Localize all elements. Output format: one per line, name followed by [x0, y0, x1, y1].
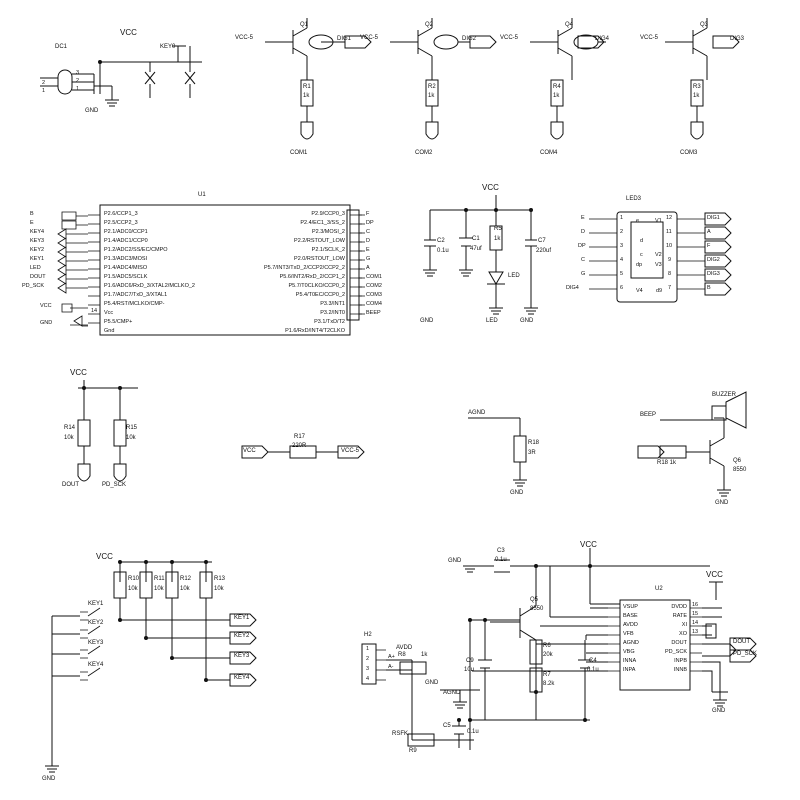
- ref-h2: H2: [364, 632, 372, 638]
- ref-c9: C9: [466, 658, 474, 664]
- led3-left-1: D: [581, 229, 585, 235]
- mcu-sig-e: E: [30, 220, 34, 226]
- u2-pin-inpb: INPB: [674, 658, 687, 664]
- led3-pin-1: 1: [620, 215, 624, 221]
- val-r15: 10k: [126, 435, 136, 441]
- ref-r18-1k: R18 1k: [657, 460, 677, 466]
- val-r18-3r: 3R: [528, 450, 536, 456]
- net-com1: COM1: [290, 150, 308, 156]
- led3-right-1: A: [707, 229, 711, 235]
- ref-r7: R7: [543, 672, 551, 678]
- led3-seg-e: e: [636, 218, 640, 224]
- mcu-pin-r7: P5.6/INT2/RxD_2/CCP1_2: [279, 274, 345, 280]
- u2-pin-vsup: VSUP: [623, 604, 638, 610]
- mcu-pin-r12: P3.1/TxD/T2: [314, 319, 345, 325]
- mcu-pin-l1: P2.5/CCP2_3: [104, 220, 138, 226]
- u2-pin-rate: RATE: [672, 613, 687, 619]
- mcu-out-g: G: [366, 256, 371, 262]
- net-vcc5-r17: VCC-5: [341, 448, 360, 454]
- u2-pin-avdd: AVDD: [623, 622, 638, 628]
- mcu-pin-l7: P1.5/ADC5/SCLK: [104, 274, 148, 280]
- net-vcc-pulldown: VCC: [70, 368, 87, 377]
- mcu-sig-led: LED: [30, 265, 41, 271]
- ref-c5: C5: [443, 723, 451, 729]
- h2-pin-1: 1: [366, 646, 370, 652]
- led3-seg-d: d: [640, 238, 644, 244]
- val-r11: 10k: [154, 586, 164, 592]
- mcu-sig-key1: KEY1: [30, 256, 45, 262]
- mcu-pin-r3: P2.2/RSTOUT_LOW: [294, 238, 345, 244]
- dc1-pin-2: 2: [76, 78, 80, 84]
- mcu-sig-key4: KEY4: [30, 229, 45, 235]
- led3-pin-4: 4: [620, 257, 624, 263]
- led3-seg-v1: V1: [655, 218, 662, 224]
- h2-label-aplus: A+: [388, 654, 395, 660]
- net-vcc5-q1: VCC-5: [235, 35, 254, 41]
- h2-pin-3: 3: [366, 666, 370, 672]
- val-r6: 20k: [543, 652, 553, 658]
- u2-pin-dout: DOUT: [671, 640, 687, 646]
- net-dout-pulldown: DOUT: [62, 482, 79, 488]
- key-label-2: KEY2: [88, 620, 104, 626]
- dc1-term-b: 2: [42, 80, 46, 86]
- val-c1: 47uf: [470, 246, 482, 252]
- led3-pin-8: 8: [668, 271, 672, 277]
- net-vcc-power: VCC: [120, 28, 137, 37]
- mcu-pin-l2: P2.1/ADC0/CCP1: [104, 229, 148, 235]
- net-com4: COM4: [540, 150, 558, 156]
- u2-pin-xo: XO: [679, 631, 687, 637]
- val-r12: 10k: [180, 586, 190, 592]
- led3-seg-dp: dp: [636, 262, 643, 268]
- val-r13: 10k: [214, 586, 224, 592]
- mcu-out-com2: COM2: [366, 283, 382, 289]
- net-dig2: DIG2: [462, 36, 477, 42]
- ref-c7: C7: [538, 238, 546, 244]
- ref-c2: C2: [437, 238, 445, 244]
- mcu-pin-r6: P5.7/INT3/TxD_2/CCP2/CCP2_2: [263, 265, 345, 271]
- mcu-sig-pdsck: PD_SCK: [22, 283, 45, 289]
- mcu-pin-r5: P2.0/RSTOUT_LOW: [294, 256, 345, 262]
- mcu-pin-l10: P5.4/RST/MCLKO/CMP-: [104, 301, 165, 307]
- mcu-pin-r0: P2.9/CCP0_3: [311, 211, 345, 217]
- led3-right-4: DIG3: [707, 271, 720, 277]
- mcu-pin-l8: P1.6/ADC6/RxD_3/XTAL2/MCLKO_2: [104, 283, 195, 289]
- ref-r6: R6: [543, 643, 551, 649]
- mcu-out-beep: BEEP: [366, 310, 381, 316]
- mcu-out-com4: COM4: [366, 301, 382, 307]
- mcu-pin-14: 14: [91, 308, 98, 314]
- val-r4: 1k: [553, 93, 560, 99]
- ref-led3: LED3: [626, 196, 642, 202]
- ref-q3: Q3: [700, 22, 709, 28]
- led3-right-0: DIG1: [707, 215, 720, 221]
- net-dout-adc: DOUT: [733, 639, 750, 645]
- net-gnd-adc: GND: [712, 708, 726, 714]
- ref-r10: R10: [128, 576, 140, 582]
- led3-seg-v3: V3: [655, 262, 662, 268]
- mcu-pin-l5: P1.3/ADC3/MOSI: [104, 256, 148, 262]
- net-gnd-buzzer: GND: [715, 500, 729, 506]
- u2-pin-inna: INNA: [623, 658, 637, 664]
- val-r10: 10k: [128, 586, 138, 592]
- ref-r18-3r: R18: [528, 440, 540, 446]
- mcu-pin-l9: P1.7/ADC7/TxD_3/XTAL1: [104, 292, 168, 298]
- net-gnd-keypad: GND: [42, 776, 56, 782]
- val-c9: 10u: [464, 667, 475, 673]
- val-r5: 1k: [494, 236, 501, 242]
- keyout-3: KEY3: [234, 653, 250, 659]
- u2-num-13: 13: [692, 629, 699, 635]
- net-com3: COM3: [680, 150, 698, 156]
- ref-q5: Q5: [530, 597, 539, 603]
- led3-left-4: G: [581, 271, 586, 277]
- led3-pin-9: 9: [668, 257, 672, 263]
- net-agnd-adc: AGND: [443, 690, 461, 696]
- net-vcc-r17: VCC: [243, 448, 256, 454]
- dc1-pin-1: 1: [76, 86, 80, 92]
- led3-pin-2: 2: [620, 229, 624, 235]
- val-r3: 1k: [693, 93, 700, 99]
- mcu-sig-key2: KEY2: [30, 247, 45, 253]
- u2-pin-base: BASE: [623, 613, 638, 619]
- mcu-out-f: F: [366, 211, 370, 217]
- val-c7: 220uf: [536, 248, 552, 254]
- ref-c1: C1: [472, 236, 480, 242]
- mcu-sig-gnd: GND: [40, 320, 53, 326]
- mcu-out-dp: DP: [366, 220, 374, 226]
- val-c4: 0.1u: [587, 667, 599, 673]
- net-beep: BEEP: [640, 412, 657, 418]
- key-label-3: KEY3: [88, 640, 104, 646]
- mcu-out-e: E: [366, 247, 370, 253]
- u2-pin-inpa: INPA: [623, 667, 636, 673]
- val-r17: 220R: [292, 443, 307, 449]
- mcu-pin-r10: P3.3/INT1: [320, 301, 345, 307]
- ref-q2: Q2: [425, 22, 434, 28]
- label-rsfk: RSFK: [392, 731, 409, 737]
- net-vcc5-q4: VCC-5: [500, 35, 519, 41]
- ref-r12: R12: [180, 576, 192, 582]
- led3-pin-11: 11: [666, 229, 672, 235]
- led3-left-5: DIG4: [566, 285, 579, 291]
- net-gnd-c2: GND: [420, 318, 434, 324]
- mcu-pin-r9: P5.4/T0EC/CCP0_2: [295, 292, 345, 298]
- mcu-pin-r13: P1.6/RxD/INT4/T2CLKO: [285, 328, 345, 334]
- val-r2: 1k: [428, 93, 435, 99]
- u2-pin-agnd: AGND: [623, 640, 639, 646]
- led3-pin-6: 6: [620, 285, 624, 291]
- key-label-1: KEY1: [88, 601, 104, 607]
- ref-r3: R3: [693, 84, 701, 90]
- label-avdd: AVDD: [396, 645, 413, 651]
- led3-right-3: DIG2: [707, 257, 720, 263]
- val-q6: 8550: [733, 467, 747, 473]
- val-r8: 1k: [421, 652, 428, 658]
- u2-pin-xi: XI: [681, 622, 687, 628]
- mcu-out-a: A: [366, 265, 370, 271]
- mcu-pin-l6: P1.4/ADC4/MISO: [104, 265, 148, 271]
- u2-pin-dvdd: DVDD: [671, 604, 687, 610]
- u2-pin-vfb: VFB: [623, 631, 634, 637]
- val-q5: 8550: [530, 606, 544, 612]
- mcu-sig-key3: KEY3: [30, 238, 45, 244]
- mcu-pin-l11: Vcc: [104, 310, 114, 316]
- net-vcc5-q3: VCC-5: [640, 35, 659, 41]
- ref-r17: R17: [294, 434, 306, 440]
- ref-led: LED: [508, 273, 520, 279]
- keyout-4: KEY4: [234, 675, 250, 681]
- mcu-out-c: C: [366, 229, 370, 235]
- led3-seg-v2: V2: [655, 252, 662, 258]
- led3-seg-c: c: [640, 252, 643, 258]
- ref-key0: KEY0: [160, 44, 176, 50]
- ref-r1: R1: [303, 84, 311, 90]
- u2-pin-vbg: VBG: [623, 649, 635, 655]
- val-c5: 0.1u: [467, 729, 479, 735]
- net-vcc-keypad: VCC: [96, 552, 113, 561]
- led3-pin-12: 12: [666, 215, 673, 221]
- net-dig4: DIG4: [595, 36, 610, 42]
- ref-r8: R8: [398, 652, 406, 658]
- u2-num-16: 16: [692, 602, 699, 608]
- mcu-pin-r8: P5.7/T0CLKO/CCP0_2: [288, 283, 345, 289]
- led3-left-0: E: [581, 215, 585, 221]
- mcu-sig-vcc: VCC: [40, 303, 52, 309]
- ref-u1: U1: [198, 192, 206, 198]
- led3-right-2: F: [707, 243, 711, 249]
- val-c2: 0.1u: [437, 248, 449, 254]
- mcu-out-d: D: [366, 238, 370, 244]
- net-gnd-h2: GND: [425, 680, 439, 686]
- mcu-pin-l3: P1.4/ADC1/CCP0: [104, 238, 148, 244]
- led3-pin-3: 3: [620, 243, 624, 249]
- u2-num-15: 15: [692, 611, 699, 617]
- mcu-sig-dout: DOUT: [30, 274, 46, 280]
- led3-left-3: C: [581, 257, 585, 263]
- led3-seg-d9: d9: [656, 288, 663, 294]
- net-dig1: DIG1: [337, 36, 352, 42]
- net-gnd-c3: GND: [448, 558, 462, 564]
- mcu-pin-r4: P2.1/SCLK_2: [311, 247, 345, 253]
- val-r7: 8.2k: [543, 681, 555, 687]
- mcu-out-com3: COM3: [366, 292, 382, 298]
- mcu-pin-l13: Gnd: [104, 328, 115, 334]
- net-vcc-adc: VCC: [580, 540, 597, 549]
- val-r14: 10k: [64, 435, 74, 441]
- ref-q1: Q1: [300, 22, 309, 28]
- h2-pin-2: 2: [366, 656, 370, 662]
- u2-pin-pdsck: PD_SCK: [664, 649, 687, 655]
- ref-r15: R15: [126, 425, 138, 431]
- u2-pin-innb: INNB: [673, 667, 687, 673]
- val-c3: 0.1u: [495, 557, 507, 563]
- h2-pin-4: 4: [366, 676, 370, 682]
- led3-left-2: DP: [578, 243, 586, 249]
- ref-buzzer: BUZZER: [712, 392, 736, 398]
- net-gnd-c7: GND: [520, 318, 534, 324]
- ref-q4: Q4: [565, 22, 574, 28]
- mcu-pin-l12: P5.5/CMP+: [104, 319, 133, 325]
- mcu-pin-l0: P2.6/CCP1_3: [104, 211, 138, 217]
- val-r1: 1k: [303, 93, 310, 99]
- net-vcc5-q2: VCC-5: [360, 35, 379, 41]
- ref-c4: C4: [589, 658, 597, 664]
- ref-r2: R2: [428, 84, 436, 90]
- mcu-sig-b: B: [30, 211, 34, 217]
- keyout-2: KEY2: [234, 633, 250, 639]
- key-label-4: KEY4: [88, 662, 104, 668]
- net-vcc-dvdd: VCC: [706, 570, 723, 579]
- net-agnd-r18: AGND: [468, 410, 486, 416]
- net-pdsck-pulldown: PD_SCK: [102, 482, 127, 488]
- ref-r11: R11: [154, 576, 165, 582]
- keyout-1: KEY1: [234, 615, 250, 621]
- net-gnd-power: GND: [85, 108, 99, 114]
- mcu-pin-r11: P3.2/INT0: [320, 310, 345, 316]
- net-gnd-r18: GND: [510, 490, 524, 496]
- ref-r5: R5: [494, 226, 502, 232]
- mcu-pin-l4: P1.2/ADC2/SS/EC/CMPO: [104, 247, 168, 253]
- mcu-out-com1: COM1: [366, 274, 382, 280]
- mcu-pin-r2: P2.3/MOSI_2: [311, 229, 345, 235]
- ref-q6: Q6: [733, 458, 742, 464]
- dc1-pin-3: 3: [76, 70, 80, 76]
- u2-num-14: 14: [692, 620, 699, 626]
- ref-r13: R13: [214, 576, 226, 582]
- ref-dc1: DC1: [55, 44, 68, 50]
- net-dig3: DIG3: [730, 36, 745, 42]
- ref-r9: R9: [409, 748, 417, 754]
- ref-r4: R4: [553, 84, 561, 90]
- led3-pin-5: 5: [620, 271, 624, 277]
- ref-u2: U2: [655, 586, 663, 592]
- ref-c3: C3: [497, 548, 505, 554]
- ref-r14: R14: [64, 425, 76, 431]
- led3-pin-7: 7: [668, 285, 672, 291]
- h2-label-aminus: A-: [388, 664, 394, 670]
- led3-right-5: B: [707, 285, 711, 291]
- net-pdsck-adc: PD_SCK: [733, 651, 758, 657]
- led3-pin-10: 10: [666, 243, 673, 249]
- net-com2: COM2: [415, 150, 433, 156]
- led3-seg-v4: V4: [636, 288, 643, 294]
- mcu-pin-r1: P2.4/EC1_3/SS_2: [300, 220, 345, 226]
- dc1-term-a: 1: [42, 88, 46, 94]
- net-vcc-decoupling: VCC: [482, 183, 499, 192]
- label-led: LED: [486, 318, 498, 324]
